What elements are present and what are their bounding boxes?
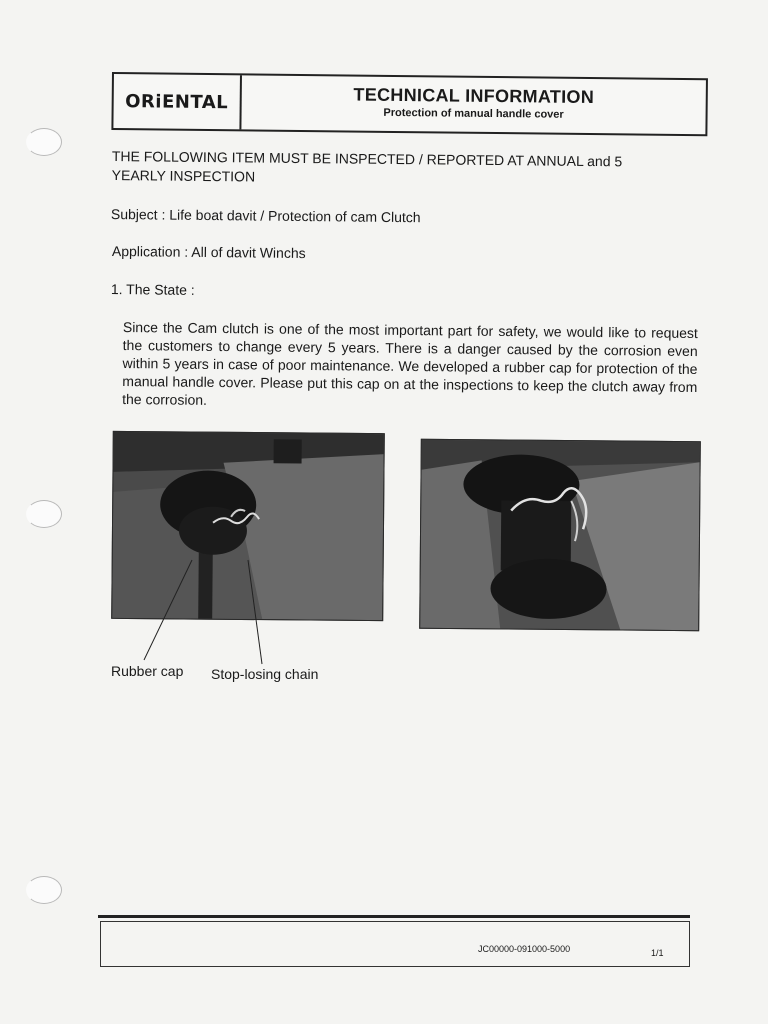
page-subtitle: Protection of manual handle cover [383, 106, 564, 121]
footer-rule [98, 915, 690, 918]
caption-stop-losing-chain: Stop-losing chain [211, 666, 319, 682]
document-code: JC00000-091000-5000 [478, 944, 571, 954]
company-logo: ORiENTAL [113, 74, 242, 129]
body-paragraph: Since the Cam clutch is one of the most important part for safety, we would like to request the customers to change every 5 years. There is a danger caused by the corrosion even within 5 years in case of poor maintenance. We developed a rubber cap for protection of the manual handle cover. Please put this cap on at the inspections to keep the clutch away from the corrosion. [122, 318, 698, 408]
inspection-notice: THE FOLLOWING ITEM MUST BE INSPECTED / REPORTED AT ANNUAL and 5 YEARLY INSPECTION [111, 147, 623, 185]
section-heading: 1. The State : [110, 281, 195, 298]
subject-line: Subject : Life boat davit / Protection of cam Clutch [110, 206, 421, 226]
application-line: Application : All of davit Winchs [111, 243, 306, 262]
caption-rubber-cap: Rubber cap [111, 663, 184, 679]
page-number: 1/1 [651, 948, 664, 958]
page-title: TECHNICAL INFORMATION [353, 84, 595, 108]
footer-box [100, 921, 690, 967]
